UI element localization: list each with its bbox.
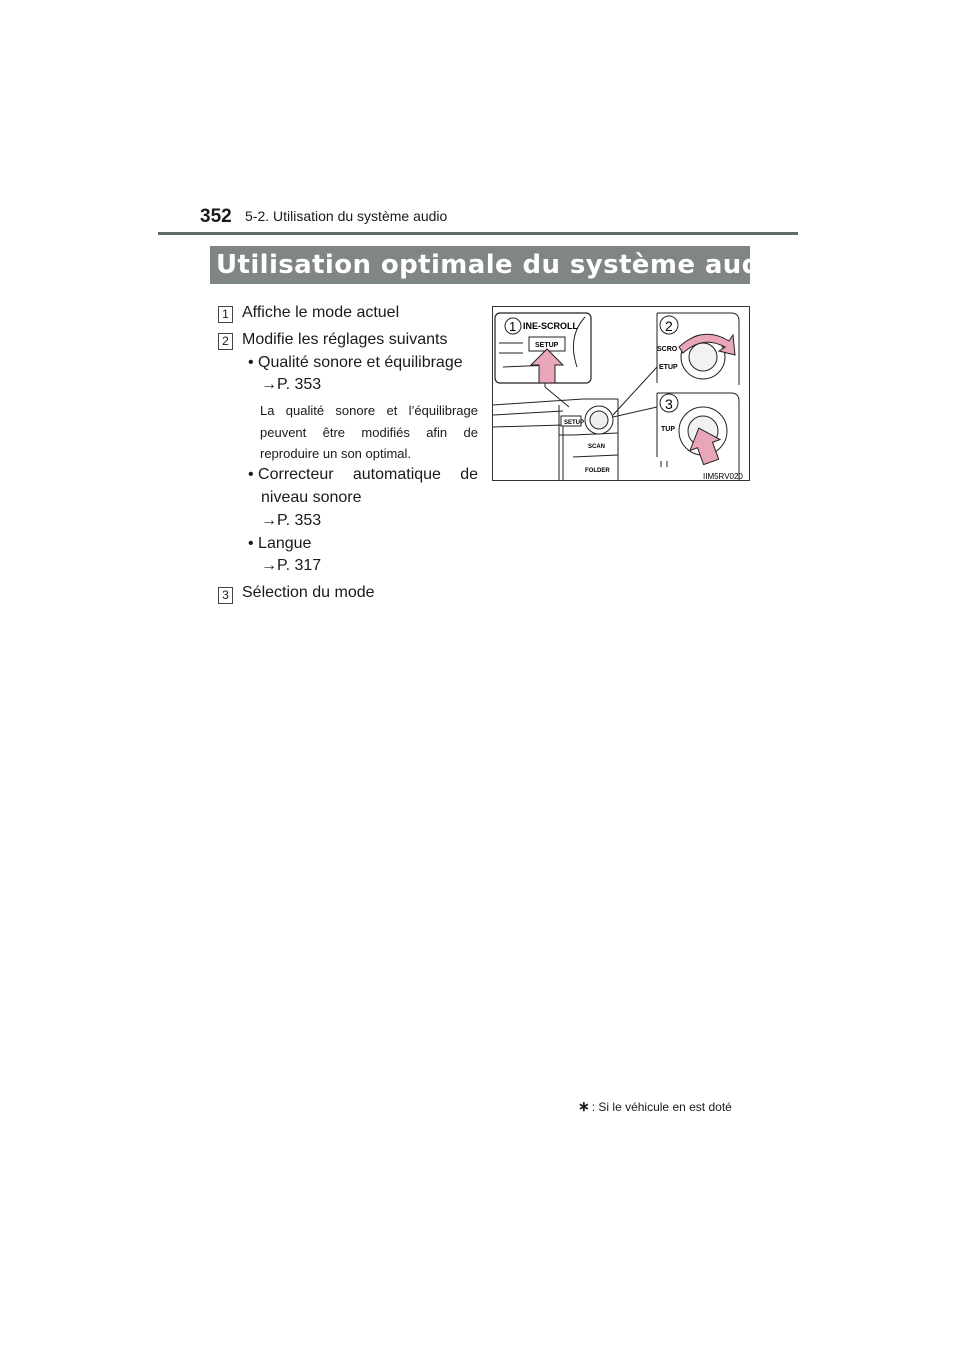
leader-line: [545, 387, 569, 407]
callout-number: 1: [509, 319, 517, 334]
bullet-word: automatique: [352, 466, 441, 483]
item-number-badge: 1: [218, 306, 233, 323]
bullet-word: de: [460, 466, 478, 483]
title-marker: ∗: [790, 252, 804, 270]
figure-code: IIM5RV020: [703, 472, 743, 481]
line-scroll-label: INE-SCROLL: [523, 321, 578, 331]
setup-small-label: SETUP: [564, 420, 585, 426]
item-text: Modifie les réglages suivants: [242, 331, 448, 348]
audio-panel-illustration: [492, 306, 750, 481]
page-reference: →P. 353: [261, 512, 322, 529]
callout-number: 3: [665, 396, 673, 412]
footnote: [578, 1098, 732, 1115]
setup-partial-label: TUP: [661, 426, 675, 433]
item-number-badge: 2: [218, 333, 233, 350]
title-text: Utilisation optimale du système audio: [216, 250, 789, 280]
bullet-word: • Correcteur: [248, 466, 334, 483]
leader-line: [613, 367, 657, 415]
rotate-knob-inner: [689, 343, 717, 371]
audio-panel-svg: [493, 307, 750, 481]
page-title: [210, 246, 804, 284]
page-reference: →P. 317: [261, 557, 322, 574]
item-number-badge: 3: [218, 587, 233, 604]
item-text: Affiche le mode actuel: [242, 304, 400, 321]
footnote-text: : Si le véhicule en est doté: [591, 1100, 732, 1114]
note-text: La qualité sonore et l’équilibrage peuvent être modifiés afin de reproduire un son optimal.: [260, 403, 478, 461]
folder-label: FOLDER: [585, 468, 610, 474]
bullet-item: • Qualité sonore et équilibrage: [248, 354, 463, 371]
page-reference: →P. 353: [261, 376, 322, 393]
scroll-partial-label: SCRO: [657, 346, 678, 353]
bullet-item-continuation: niveau sonore: [261, 489, 362, 506]
scan-label: SCAN: [588, 444, 606, 450]
bullet-item: • Langue: [248, 535, 312, 552]
page-number: 352: [200, 206, 232, 227]
item-text: Sélection du mode: [242, 584, 375, 601]
bullet-item: [248, 466, 478, 484]
callout-number: 2: [665, 318, 673, 334]
section-label: 5-2. Utilisation du système audio: [245, 208, 448, 224]
knob-inner: [590, 411, 608, 429]
setup-label: SETUP: [535, 342, 559, 349]
footnote-marker: ∗: [578, 1098, 590, 1114]
header-rule: [158, 232, 798, 235]
setup-partial-label: ETUP: [659, 364, 678, 371]
